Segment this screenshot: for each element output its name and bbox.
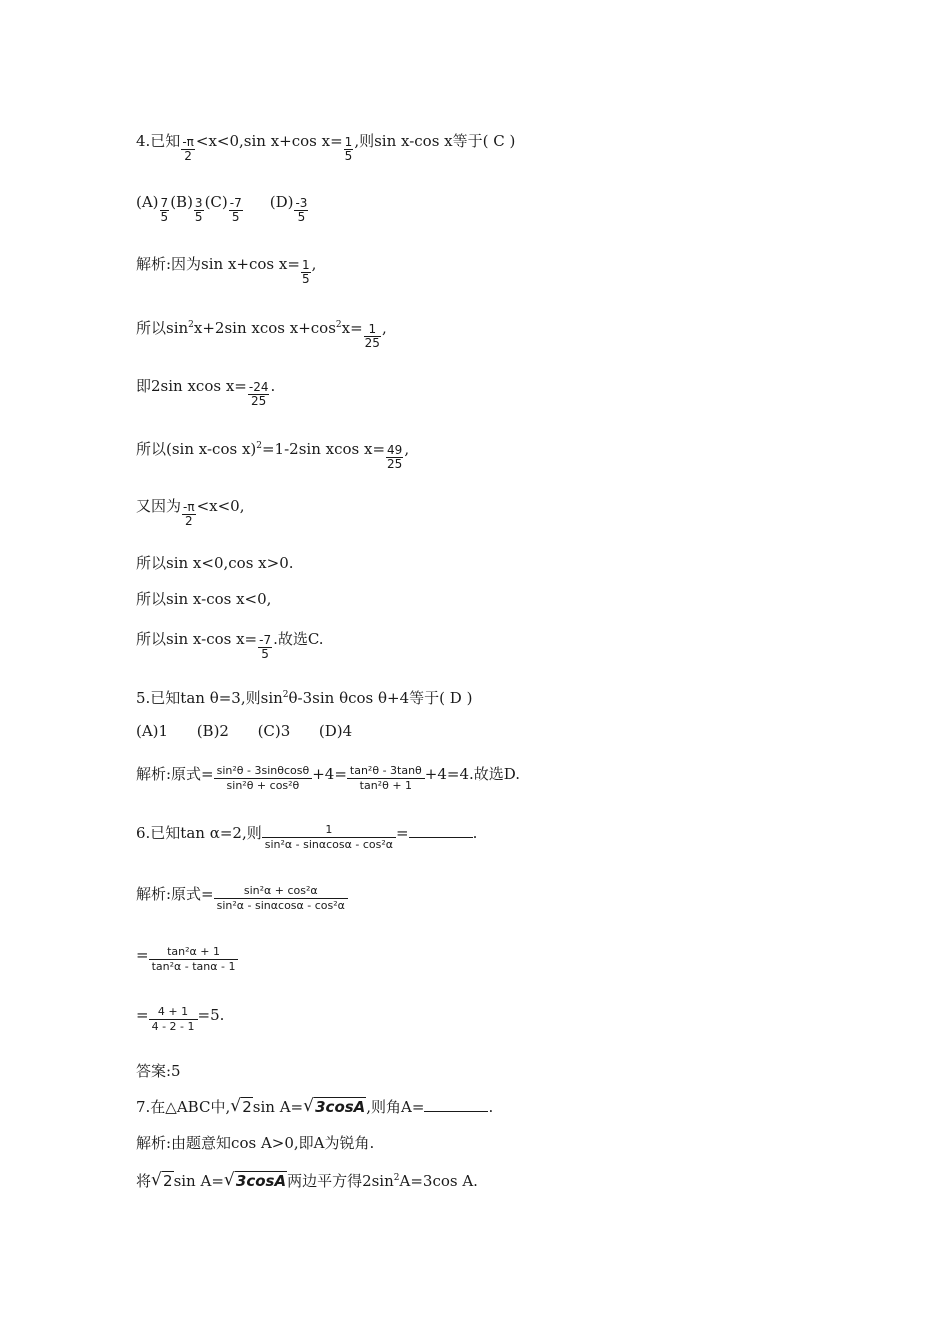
sol4-line8: 所以sin x-cos x= $\frac{-7}{5}$ .故选C. (136, 630, 324, 661)
fraction: $\frac{1}{\text{sin²α - sinαcosα - cos²α}}$ (262, 823, 396, 852)
fraction: $\frac{1}{25}$ (364, 322, 380, 350)
q5-options: (A)1 (B)2 (C)3 (D)4 (136, 722, 353, 740)
sol4-line6: 所以sin x<0,cos x>0. (136, 554, 294, 572)
q5-solution: 解析:原式= $\frac{\text{sin²θ - 3sinθcosθ}}{\text{sin²θ + cos²θ}}$ +4= $\frac{\text{tan²θ - 3tanθ}}{\text{tan²θ + 1}}$ +4=4.故选D. (136, 764, 521, 792)
answer-blank[interactable] (409, 823, 473, 838)
q7-sol-line1: 解析:由题意知cos A>0,即A为锐角. (136, 1134, 375, 1152)
fraction: $\frac{49}{25}$ (387, 443, 403, 471)
option-a-label: (A) (136, 193, 159, 211)
fraction: $\frac{\text{tan²θ - 3tanθ}}{\text{tan²θ + 1}}$ (347, 764, 425, 793)
sol4-line7: 所以sin x-cos x<0, (136, 590, 272, 608)
sol4-line3: 即2sin xcos x= $\frac{-24}{25}$ . (136, 377, 276, 408)
fraction: $\frac{3}{5}$ (194, 196, 203, 224)
q6-sol-line1: 解析:原式= $\frac{\text{sin²α + cos²α}}{\text{sin²α - sinαcosα - cos²α}}$ (136, 884, 348, 913)
fraction: $\frac{1}{5}$ (301, 258, 310, 286)
text: 4.已知 (136, 132, 181, 150)
q5-stem: 5.已知tan θ=3,则$\sin^2\theta-3\sin$ θcos θ+4等于( D ) (136, 689, 473, 707)
fraction: $\frac{4 + 1}{4 - 2 - 1}$ (149, 1005, 198, 1034)
fraction: $\frac{1}{5}$ (344, 135, 353, 163)
sol4-line2: 所以$\sin^2x+2\sin$ xcos $x+\cos^2x=$ $\frac{1}{25}$ , (136, 319, 387, 350)
sol4-line4: 所以(sin x-cos x)$^2$=1-2sin xcos x= $\frac{49}{25}$ , (136, 440, 410, 471)
fraction: $\frac{\text{tan²α + 1}}{\text{tan²α - tanα - 1}}$ (149, 945, 239, 974)
text: ,则sin x-cos x等于( C ) (354, 132, 516, 150)
sqrt: √ 2 (151, 1171, 174, 1191)
fraction: $\frac{-24}{25}$ (248, 380, 269, 408)
option-c-label: (C) (204, 193, 228, 211)
fraction: $\frac{\text{sin²α + cos²α}}{\text{sin²α - sinαcosα - cos²α}}$ (214, 884, 348, 913)
fraction: $\frac{-3}{5}$ (295, 196, 308, 224)
text: <x<0,sin x+cos x= (195, 132, 343, 150)
fraction: $\frac{-7}{5}$ (229, 196, 242, 224)
fraction: $\frac{-\pi}{2}$ (182, 135, 194, 163)
q6-sol-line3: = $\frac{4 + 1}{4 - 2 - 1}$ =5. (136, 1005, 225, 1033)
sqrt: √ 2 (230, 1097, 253, 1117)
q4-options (136, 192, 309, 224)
fraction: $\frac{7}{5}$ (160, 196, 169, 224)
sol4-line1: 解析:因为sin x+cos x= $\frac{1}{5}$ , (136, 255, 317, 286)
q4-stem (136, 131, 515, 163)
q7-sol-line2: 将√ 2sin A=√ 3cosA两边平方得$2\sin^2A=3\cos$ A. (136, 1168, 478, 1191)
sqrt: √ 3cosA (303, 1097, 366, 1117)
q6-answer: 答案:5 (136, 1062, 181, 1080)
q6-sol-line2: = $\frac{\text{tan²α + 1}}{\text{tan²α - tanα - 1}}$ (136, 945, 238, 974)
fraction: $\frac{\text{sin²θ - 3sinθcosθ}}{\text{sin²θ + cos²θ}}$ (214, 764, 313, 793)
answer-blank[interactable] (424, 1097, 488, 1112)
sqrt: √ 3cosA (224, 1171, 287, 1191)
option-b-label: (B) (170, 193, 193, 211)
fraction: $\frac{-\pi}{2}$ (183, 500, 195, 528)
q7-stem: 7.在△ABC中,√ 2sin A=√ 3cosA,则角A= . (136, 1097, 493, 1117)
q6-stem: 6.已知tan α=2,则 $\frac{1}{\text{sin²α - sinαcosα - cos²α}}$ = . (136, 823, 478, 851)
sol4-line5: 又因为 $\frac{-\pi}{2}$ <x<0, (136, 497, 245, 528)
option-d-label: (D) (269, 193, 294, 211)
fraction: $\frac{-7}{5}$ (259, 633, 272, 661)
